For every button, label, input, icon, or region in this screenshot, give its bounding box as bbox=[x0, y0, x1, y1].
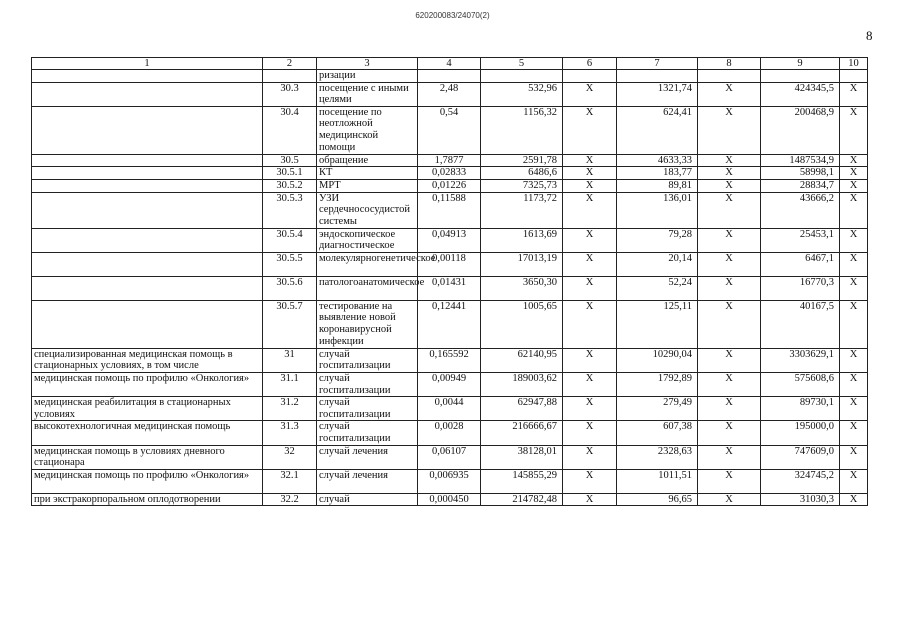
row-label bbox=[32, 252, 263, 276]
x-cell: X bbox=[840, 397, 868, 421]
x-cell: X bbox=[698, 179, 761, 192]
per-capita-cell: 1011,51 bbox=[617, 469, 698, 493]
unit-cell: случай госпитализации bbox=[317, 348, 418, 372]
rate-cell: 0,165592 bbox=[418, 348, 481, 372]
column-header: 2 bbox=[263, 58, 317, 70]
x-cell: X bbox=[840, 82, 868, 106]
x-cell: X bbox=[840, 252, 868, 276]
total-cell: 89730,1 bbox=[761, 397, 840, 421]
row-code: 32.2 bbox=[263, 493, 317, 506]
unit-cell: УЗИ сердечнососудистой системы bbox=[317, 192, 418, 228]
cost-cell: 189003,62 bbox=[481, 372, 563, 396]
x-cell: X bbox=[563, 179, 617, 192]
x-cell: X bbox=[698, 276, 761, 300]
row-code: 30.5.2 bbox=[263, 179, 317, 192]
total-cell: 195000,0 bbox=[761, 421, 840, 445]
table-row bbox=[32, 397, 868, 421]
x-cell: X bbox=[698, 421, 761, 445]
document-id: 620200083/24070(2) bbox=[415, 11, 490, 20]
x-cell: X bbox=[563, 154, 617, 167]
row-label bbox=[32, 228, 263, 252]
total-cell: 31030,3 bbox=[761, 493, 840, 506]
x-cell: X bbox=[563, 469, 617, 493]
x-cell: X bbox=[698, 154, 761, 167]
x-cell: X bbox=[698, 228, 761, 252]
row-label: при экстракорпоральном оплодотворении bbox=[32, 493, 263, 506]
row-label: высокотехнологичная медицинская помощь bbox=[32, 421, 263, 445]
x-cell: X bbox=[698, 300, 761, 348]
table-row bbox=[32, 106, 868, 154]
x-cell: X bbox=[563, 493, 617, 506]
table-row bbox=[32, 421, 868, 445]
x-cell: X bbox=[698, 469, 761, 493]
column-header: 8 bbox=[698, 58, 761, 70]
cost-cell: 3650,30 bbox=[481, 276, 563, 300]
rate-cell bbox=[418, 70, 481, 83]
table-row bbox=[32, 348, 868, 372]
unit-cell: случай лечения bbox=[317, 445, 418, 469]
x-cell: X bbox=[698, 493, 761, 506]
x-cell: X bbox=[563, 300, 617, 348]
total-cell: 16770,3 bbox=[761, 276, 840, 300]
cost-cell bbox=[481, 70, 563, 83]
total-cell: 3303629,1 bbox=[761, 348, 840, 372]
x-cell: X bbox=[563, 421, 617, 445]
row-code: 31 bbox=[263, 348, 317, 372]
x-cell: X bbox=[840, 348, 868, 372]
table-row bbox=[32, 445, 868, 469]
unit-cell: посещение по неотложной медицинской помощи bbox=[317, 106, 418, 154]
total-cell: 1487534,9 bbox=[761, 154, 840, 167]
row-code: 30.5.1 bbox=[263, 167, 317, 180]
table-row bbox=[32, 252, 868, 276]
rate-cell: 0,04913 bbox=[418, 228, 481, 252]
row-label: медицинская помощь в условиях дневного стационара bbox=[32, 445, 263, 469]
x-cell bbox=[698, 70, 761, 83]
x-cell: X bbox=[840, 469, 868, 493]
x-cell: X bbox=[698, 252, 761, 276]
table-row bbox=[32, 82, 868, 106]
x-cell: X bbox=[563, 348, 617, 372]
row-label bbox=[32, 154, 263, 167]
unit-cell: молекулярногенетическое bbox=[317, 252, 418, 276]
row-code: 30.5.7 bbox=[263, 300, 317, 348]
per-capita-cell: 20,14 bbox=[617, 252, 698, 276]
rate-cell: 0,06107 bbox=[418, 445, 481, 469]
unit-cell: посещение с иными целями bbox=[317, 82, 418, 106]
x-cell: X bbox=[563, 445, 617, 469]
unit-cell: случай госпитализации bbox=[317, 372, 418, 396]
row-code: 30.5.6 bbox=[263, 276, 317, 300]
table-row bbox=[32, 192, 868, 228]
table-row bbox=[32, 469, 868, 493]
cost-cell: 17013,19 bbox=[481, 252, 563, 276]
unit-cell: МРТ bbox=[317, 179, 418, 192]
x-cell: X bbox=[563, 82, 617, 106]
cost-cell: 532,96 bbox=[481, 82, 563, 106]
row-code: 30.4 bbox=[263, 106, 317, 154]
cost-cell: 214782,48 bbox=[481, 493, 563, 506]
column-header-row bbox=[32, 58, 868, 70]
per-capita-cell: 96,65 bbox=[617, 493, 698, 506]
table-row bbox=[32, 372, 868, 396]
row-code: 32.1 bbox=[263, 469, 317, 493]
per-capita-cell: 279,49 bbox=[617, 397, 698, 421]
row-code: 30.5.4 bbox=[263, 228, 317, 252]
x-cell: X bbox=[840, 300, 868, 348]
column-header: 6 bbox=[563, 58, 617, 70]
unit-cell: КТ bbox=[317, 167, 418, 180]
row-code: 31.2 bbox=[263, 397, 317, 421]
x-cell: X bbox=[840, 421, 868, 445]
x-cell: X bbox=[840, 372, 868, 396]
rate-cell: 1,7877 bbox=[418, 154, 481, 167]
row-label bbox=[32, 276, 263, 300]
table-row bbox=[32, 154, 868, 167]
row-code: 32 bbox=[263, 445, 317, 469]
per-capita-cell: 125,11 bbox=[617, 300, 698, 348]
cost-cell: 1005,65 bbox=[481, 300, 563, 348]
rate-cell: 0,01431 bbox=[418, 276, 481, 300]
column-header: 9 bbox=[761, 58, 840, 70]
x-cell: X bbox=[698, 372, 761, 396]
row-code bbox=[263, 70, 317, 83]
rate-cell: 0,006935 bbox=[418, 469, 481, 493]
total-cell: 424345,5 bbox=[761, 82, 840, 106]
x-cell: X bbox=[563, 372, 617, 396]
per-capita-cell: 4633,33 bbox=[617, 154, 698, 167]
total-cell: 747609,0 bbox=[761, 445, 840, 469]
cost-cell: 6486,6 bbox=[481, 167, 563, 180]
x-cell: X bbox=[840, 445, 868, 469]
x-cell: X bbox=[840, 154, 868, 167]
x-cell: X bbox=[563, 106, 617, 154]
column-header: 5 bbox=[481, 58, 563, 70]
row-label bbox=[32, 106, 263, 154]
column-header: 1 bbox=[32, 58, 263, 70]
row-label bbox=[32, 82, 263, 106]
rate-cell: 0,54 bbox=[418, 106, 481, 154]
unit-cell: патологоанатомическое bbox=[317, 276, 418, 300]
x-cell: X bbox=[840, 493, 868, 506]
x-cell: X bbox=[840, 179, 868, 192]
row-label: медицинская помощь по профилю «Онкология» bbox=[32, 372, 263, 396]
per-capita-cell bbox=[617, 70, 698, 83]
column-header: 4 bbox=[418, 58, 481, 70]
row-label: медицинская реабилитация в стационарных условиях bbox=[32, 397, 263, 421]
row-code: 30.5.3 bbox=[263, 192, 317, 228]
rate-cell: 0,02833 bbox=[418, 167, 481, 180]
x-cell: X bbox=[563, 252, 617, 276]
total-cell: 6467,1 bbox=[761, 252, 840, 276]
total-cell: 40167,5 bbox=[761, 300, 840, 348]
table-row bbox=[32, 228, 868, 252]
column-header: 7 bbox=[617, 58, 698, 70]
x-cell: X bbox=[698, 445, 761, 469]
x-cell: X bbox=[698, 167, 761, 180]
x-cell: X bbox=[698, 82, 761, 106]
rate-cell: 2,48 bbox=[418, 82, 481, 106]
row-code: 30.5.5 bbox=[263, 252, 317, 276]
rate-cell: 0,000450 bbox=[418, 493, 481, 506]
x-cell: X bbox=[840, 228, 868, 252]
per-capita-cell: 607,38 bbox=[617, 421, 698, 445]
cost-cell: 62947,88 bbox=[481, 397, 563, 421]
cost-cell: 7325,73 bbox=[481, 179, 563, 192]
table-row bbox=[32, 179, 868, 192]
total-cell: 25453,1 bbox=[761, 228, 840, 252]
cost-cell: 1173,72 bbox=[481, 192, 563, 228]
rate-cell: 0,00949 bbox=[418, 372, 481, 396]
per-capita-cell: 1321,74 bbox=[617, 82, 698, 106]
row-label bbox=[32, 167, 263, 180]
per-capita-cell: 183,77 bbox=[617, 167, 698, 180]
x-cell: X bbox=[698, 397, 761, 421]
row-code: 30.5 bbox=[263, 154, 317, 167]
column-header: 10 bbox=[840, 58, 868, 70]
rate-cell: 0,0044 bbox=[418, 397, 481, 421]
row-label: специализированная медицинская помощь в стационарных условиях, в том числе bbox=[32, 348, 263, 372]
per-capita-cell: 10290,04 bbox=[617, 348, 698, 372]
x-cell: X bbox=[840, 192, 868, 228]
total-cell bbox=[761, 70, 840, 83]
row-code: 31.3 bbox=[263, 421, 317, 445]
tariff-table bbox=[31, 57, 868, 506]
x-cell: X bbox=[563, 228, 617, 252]
unit-cell: обращение bbox=[317, 154, 418, 167]
x-cell: X bbox=[563, 276, 617, 300]
x-cell: X bbox=[840, 106, 868, 154]
x-cell bbox=[840, 70, 868, 83]
x-cell: X bbox=[698, 192, 761, 228]
rate-cell: 0,0028 bbox=[418, 421, 481, 445]
x-cell: X bbox=[840, 167, 868, 180]
column-header: 3 bbox=[317, 58, 418, 70]
per-capita-cell: 89,81 bbox=[617, 179, 698, 192]
row-label: медицинская помощь по профилю «Онкология» bbox=[32, 469, 263, 493]
table-row bbox=[32, 70, 868, 83]
cost-cell: 216666,67 bbox=[481, 421, 563, 445]
table-row bbox=[32, 493, 868, 506]
per-capita-cell: 1792,89 bbox=[617, 372, 698, 396]
cost-cell: 145855,29 bbox=[481, 469, 563, 493]
unit-cell: случай госпитализации bbox=[317, 397, 418, 421]
per-capita-cell: 52,24 bbox=[617, 276, 698, 300]
row-label bbox=[32, 70, 263, 83]
table-row bbox=[32, 167, 868, 180]
x-cell: X bbox=[563, 397, 617, 421]
x-cell: X bbox=[563, 167, 617, 180]
unit-cell: ризации bbox=[317, 70, 418, 83]
rate-cell: 0,01226 bbox=[418, 179, 481, 192]
total-cell: 575608,6 bbox=[761, 372, 840, 396]
row-code: 31.1 bbox=[263, 372, 317, 396]
total-cell: 58998,1 bbox=[761, 167, 840, 180]
per-capita-cell: 79,28 bbox=[617, 228, 698, 252]
per-capita-cell: 624,41 bbox=[617, 106, 698, 154]
total-cell: 324745,2 bbox=[761, 469, 840, 493]
per-capita-cell: 2328,63 bbox=[617, 445, 698, 469]
rate-cell: 0,00118 bbox=[418, 252, 481, 276]
cost-cell: 38128,01 bbox=[481, 445, 563, 469]
unit-cell: случай bbox=[317, 493, 418, 506]
cost-cell: 2591,78 bbox=[481, 154, 563, 167]
per-capita-cell: 136,01 bbox=[617, 192, 698, 228]
x-cell: X bbox=[563, 192, 617, 228]
total-cell: 28834,7 bbox=[761, 179, 840, 192]
table-row bbox=[32, 300, 868, 348]
x-cell bbox=[563, 70, 617, 83]
row-label bbox=[32, 179, 263, 192]
row-code: 30.3 bbox=[263, 82, 317, 106]
page-number: 8 bbox=[866, 28, 873, 43]
cost-cell: 1613,69 bbox=[481, 228, 563, 252]
total-cell: 43666,2 bbox=[761, 192, 840, 228]
row-label bbox=[32, 192, 263, 228]
row-label bbox=[32, 300, 263, 348]
x-cell: X bbox=[840, 276, 868, 300]
x-cell: X bbox=[698, 106, 761, 154]
rate-cell: 0,12441 bbox=[418, 300, 481, 348]
unit-cell: случай госпитализации bbox=[317, 421, 418, 445]
unit-cell: случай лечения bbox=[317, 469, 418, 493]
rate-cell: 0,11588 bbox=[418, 192, 481, 228]
unit-cell: тестирование на выявление новой коронавирусной инфекции bbox=[317, 300, 418, 348]
unit-cell: эндоскопическое диагностическое bbox=[317, 228, 418, 252]
cost-cell: 62140,95 bbox=[481, 348, 563, 372]
total-cell: 200468,9 bbox=[761, 106, 840, 154]
cost-cell: 1156,32 bbox=[481, 106, 563, 154]
x-cell: X bbox=[698, 348, 761, 372]
table-row bbox=[32, 276, 868, 300]
